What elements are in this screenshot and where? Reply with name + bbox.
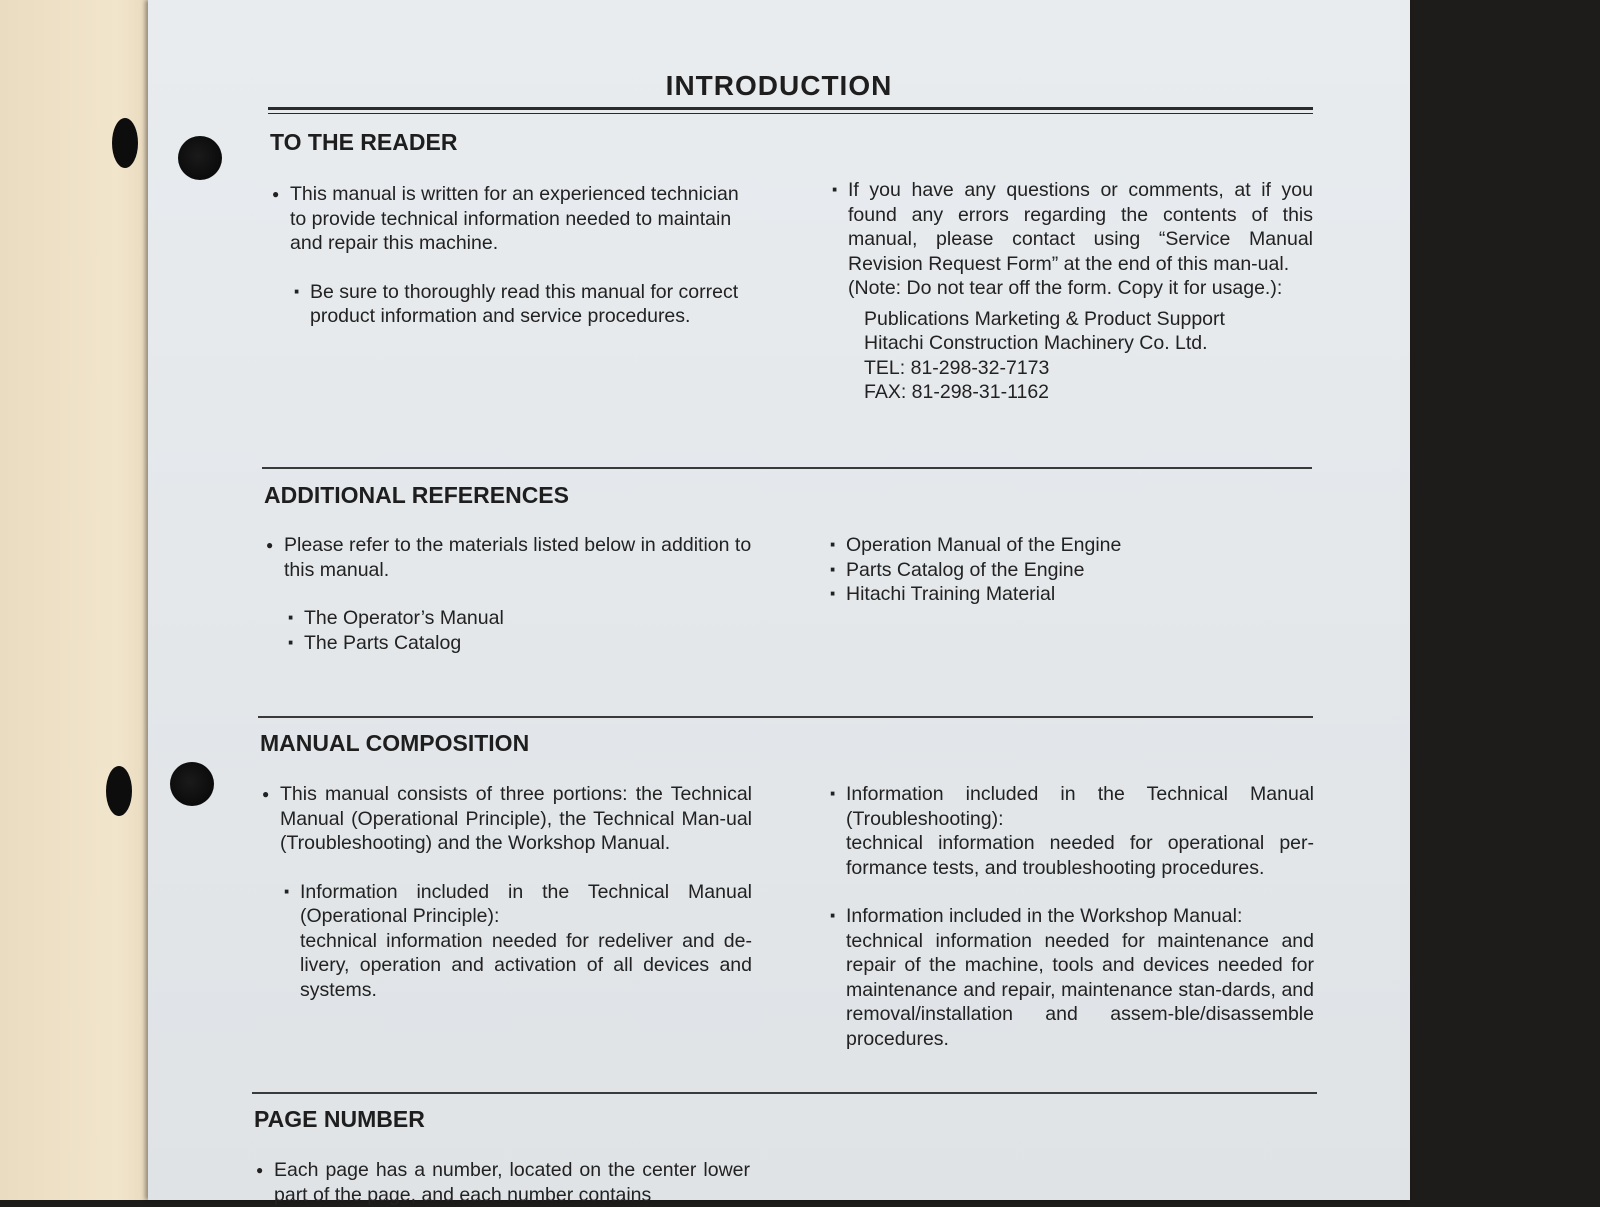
contact-line: TEL: 81-298-32-7173 <box>864 356 1050 379</box>
page-number-heading: PAGE NUMBER <box>254 1106 425 1132</box>
reference-item: · The Operator’s Manual <box>284 606 754 631</box>
additional-references-bullet: ● Please refer to the materials listed below in addition to this manual. <box>264 533 754 582</box>
to-the-reader-bullet: ● This manual is written for an experienced technician to provide technical information needed to maintain and repair this machine. <box>270 182 760 256</box>
operational-principle-item <box>280 880 752 1003</box>
title-rule <box>268 107 1313 114</box>
to-the-reader-left <box>270 182 760 329</box>
section-divider <box>262 467 1312 469</box>
punch-hole-top <box>178 136 222 180</box>
contact-line: FAX: 81-298-31-1162 <box>864 381 1050 403</box>
workshop-item <box>826 904 1314 1051</box>
manual-composition-right <box>826 782 1314 1051</box>
to-the-reader-right <box>828 178 1313 405</box>
manual-composition-heading: MANUAL COMPOSITION <box>260 730 530 756</box>
reference-item: · Operation Manual of the Engine <box>826 533 1311 558</box>
manual-composition-bullet: ● This manual consists of three portions: the Technical Manual (Operational Principle), the Technical Man-ual (Troubleshooting) and the Workshop Manual. <box>260 782 752 856</box>
contact-line: Publications Marketing & Product Support <box>864 307 1225 330</box>
to-the-reader-sub: · Be sure to thoroughly read this manual for correct product information and service procedures. <box>290 280 760 329</box>
manual-page <box>148 0 1410 1206</box>
manual-composition-left <box>260 782 752 1002</box>
contact-line: Hitachi Construction Machinery Co. Ltd. <box>864 332 1208 354</box>
section-divider <box>258 716 1313 718</box>
additional-references-left <box>264 533 754 655</box>
binder-hole-top <box>112 118 138 168</box>
troubleshooting-item <box>826 782 1314 880</box>
reference-item: · Hitachi Training Material <box>826 582 1311 607</box>
additional-references-heading: ADDITIONAL REFERENCES <box>264 482 569 508</box>
contact-block <box>828 307 1313 405</box>
reference-item: · The Parts Catalog <box>284 631 754 656</box>
section-divider <box>252 1092 1317 1094</box>
troubleshooting-title: · Information included in the Technical Manual (Troubleshooting): <box>846 783 1314 830</box>
reference-item: · Parts Catalog of the Engine <box>826 558 1311 583</box>
workshop-title: · Information included in the Workshop Manual: <box>846 905 1243 927</box>
binder-hole-bottom <box>106 766 132 816</box>
to-the-reader-note: (Note: Do not tear off the form. Copy it for usage.): <box>848 277 1283 299</box>
binder-edge <box>0 0 168 1200</box>
workshop-body: technical information needed for maintenance and repair of the machine, tools and devices needed for maintenance and repair, maintenance stan-dards, and removal/installation and assem-ble/disassemble procedures. <box>846 929 1314 1050</box>
punch-hole-bottom <box>170 762 214 806</box>
to-the-reader-contact-item: · If you have any questions or comments, at if you found any errors regarding the contents of this manual, please contact using “Service Manual Revision Request Form” at the end of this man-ual. <box>828 178 1313 276</box>
additional-references-right <box>826 533 1311 607</box>
page-number-bullet: ● Each page has a number, located on the center lower part of the page, and each number contains <box>254 1158 750 1207</box>
operational-principle-body: technical information needed for redeliver and de-livery, operation and activation of all devices and systems. <box>300 929 752 1001</box>
page-title: INTRODUCTION <box>665 70 893 101</box>
additional-references-sublist <box>284 606 754 655</box>
troubleshooting-body: technical information needed for operational per-formance tests, and troubleshooting procedures. <box>846 832 1314 879</box>
to-the-reader-heading: TO THE READER <box>270 129 458 155</box>
operational-principle-title: · Information included in the Technical Manual (Operational Principle): <box>300 880 752 927</box>
